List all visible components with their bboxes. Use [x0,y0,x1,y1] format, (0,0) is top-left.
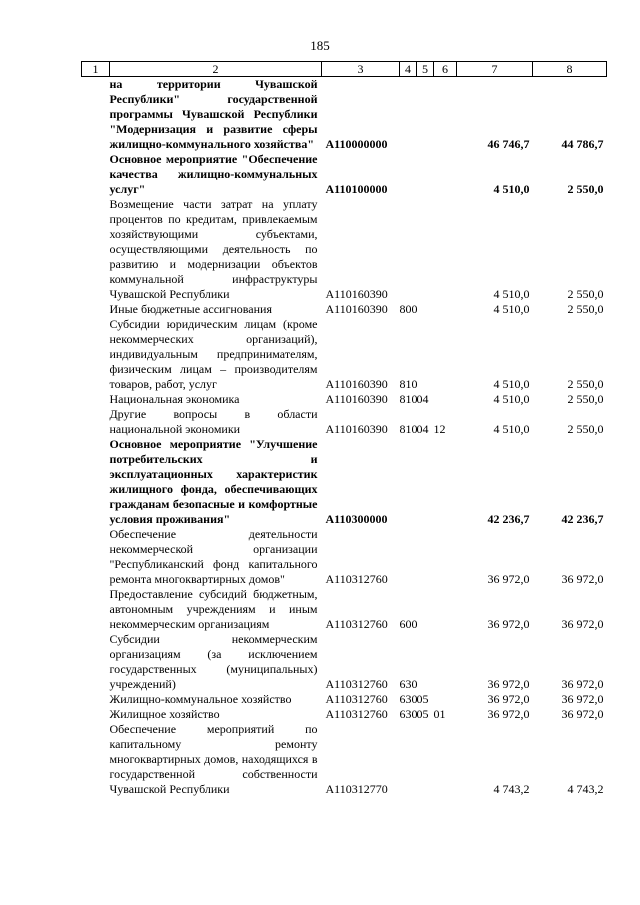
table-row [82,392,607,407]
amount-year-2: 44 786,7 [561,137,604,151]
expense-type: 630 [399,707,418,721]
item-name: Обеспечение деятельности некоммерческой организации "Республиканский фонд капитального ремонта многоквартирных домов" [109,527,318,586]
section-code: 05 [416,692,429,706]
table-row [82,587,607,632]
index-cell [82,527,110,587]
section-code [417,302,434,317]
amount-year-2: 2 550,0 [567,287,604,301]
column-header: 1 [82,62,110,77]
target-code: А110000000 [325,137,388,151]
subsection-code [434,527,457,587]
amount-year-1: 4 510,0 [493,377,530,391]
section-code [417,77,434,153]
table-row [82,197,607,302]
page-number: 185 [310,38,330,53]
expense-type [400,437,417,527]
expense-type: 630 [399,677,418,691]
item-name: на территории Чувашской Республики" государственной программы Чувашской Республики "Модернизация и развитие сферы жилищно-коммунального хозяйства" [109,77,318,151]
amount-year-1: 4 510,0 [493,422,530,436]
table-row [82,722,607,797]
index-cell [82,407,110,437]
subsection-code: 01 [433,707,446,721]
target-code: А110312760 [325,692,388,706]
index-cell [82,437,110,527]
index-cell [82,152,110,197]
expense-type: 600 [399,617,418,631]
amount-year-2: 2 550,0 [567,302,604,316]
amount-year-1: 4 510,0 [493,287,530,301]
amount-year-2: 42 236,7 [561,512,604,526]
index-cell [82,392,110,407]
table-body [82,77,607,798]
expense-type [400,77,417,153]
amount-year-1: 36 972,0 [487,572,530,586]
item-name: Предоставление субсидий бюджетным, автономным учреждениям и иным некоммерческим организациям [109,587,318,631]
column-header: 8 [533,62,607,77]
amount-year-1: 36 972,0 [487,677,530,691]
target-code: А110312760 [325,677,388,691]
expense-type: 800 [399,302,418,316]
target-code: А110160390 [325,287,388,301]
subsection-code [434,722,457,797]
amount-year-2: 36 972,0 [561,707,604,721]
amount-year-1: 4 510,0 [493,302,530,316]
table-row [82,527,607,587]
target-code: А110160390 [325,377,388,391]
target-code: А110100000 [325,182,388,196]
column-header: 6 [434,62,457,77]
expense-type: 810 [399,377,418,391]
item-name: Основное мероприятие "Обеспечение качества жилищно-коммунальных услуг" [109,152,318,196]
index-cell [82,302,110,317]
subsection-code [434,632,457,692]
amount-year-2: 2 550,0 [567,392,604,406]
expense-type [400,197,417,302]
amount-year-2: 2 550,0 [567,377,604,391]
item-name: Возмещение части затрат на уплату процентов по кредитам, привлекаемым хозяйствующими субъектами, осуществляющими деятельность по развитию и модернизации объектов коммунальной инфраструктуры Чувашской Республики [109,197,318,301]
target-code: А110312760 [325,617,388,631]
budget-table [81,61,607,797]
amount-year-2: 36 972,0 [561,692,604,706]
table-row [82,707,607,722]
table-row [82,437,607,527]
target-code: А110312760 [325,707,388,721]
item-name: Жилищное хозяйство [109,707,220,721]
table-row [82,407,607,437]
expense-type [400,152,417,197]
subsection-code [434,587,457,632]
target-code: А110312770 [325,782,388,796]
index-cell [82,197,110,302]
subsection-code [434,317,457,392]
item-name: Национальная экономика [109,392,240,406]
item-name: Обеспечение мероприятий по капитальному ремонту многоквартирных домов, находящихся в государственной собственности Чувашской Республики [109,722,318,796]
expense-type [400,722,417,797]
table-row [82,317,607,392]
subsection-code [434,437,457,527]
item-name: Основное мероприятие "Улучшение потребительских и эксплуатационных характеристик жилищного фонда, обеспечивающих гражданам безопасные и комфортные условия проживания" [109,437,318,526]
subsection-code [434,77,457,153]
amount-year-1: 46 746,7 [487,137,530,151]
subsection-code [434,197,457,302]
amount-year-1: 36 972,0 [487,617,530,631]
target-code: А110312760 [325,572,388,586]
section-code: 04 [416,392,429,406]
section-code [417,722,434,797]
column-header: 3 [322,62,400,77]
expense-type: 810 [399,422,418,436]
subsection-code: 12 [433,422,446,436]
amount-year-2: 36 972,0 [561,572,604,586]
table-row [82,632,607,692]
column-header: 4 [400,62,417,77]
target-code: А110160390 [325,392,388,406]
column-number-row [82,62,607,77]
column-header: 7 [457,62,533,77]
amount-year-1: 4 510,0 [493,182,530,196]
expense-type [400,527,417,587]
table-row [82,152,607,197]
amount-year-2: 36 972,0 [561,677,604,691]
amount-year-1: 4 743,2 [493,782,530,796]
section-code [417,632,434,692]
column-header: 2 [110,62,322,77]
target-code: А110160390 [325,422,388,436]
table-row [82,692,607,707]
item-name: Субсидии юридическим лицам (кроме некоммерческих организаций), индивидуальным предпринимателям, физическим лицам – производителям товаров, работ, услуг [109,317,318,391]
column-header: 5 [417,62,434,77]
subsection-code [434,692,457,707]
amount-year-1: 36 972,0 [487,692,530,706]
section-code [417,437,434,527]
index-cell [82,722,110,797]
section-code: 04 [416,422,429,436]
amount-year-1: 36 972,0 [487,707,530,721]
target-code: А110160390 [325,302,388,316]
expense-type: 810 [399,392,418,406]
item-name: Субсидии некоммерческим организациям (за исключением государственных (муниципальных) учреждений) [109,632,318,691]
section-code: 05 [416,707,429,721]
section-code [417,587,434,632]
subsection-code [434,392,457,407]
item-name: Жилищно-коммунальное хозяйство [109,692,292,706]
amount-year-1: 4 510,0 [493,392,530,406]
item-name: Иные бюджетные ассигнования [109,302,272,316]
amount-year-1: 42 236,7 [487,512,530,526]
index-cell [82,587,110,632]
item-name: Другие вопросы в области национальной экономики [109,407,318,436]
subsection-code [434,302,457,317]
table-row [82,77,607,153]
target-code: А110300000 [325,512,388,526]
index-cell [82,707,110,722]
section-code [417,317,434,392]
index-cell [82,317,110,392]
section-code [417,527,434,587]
table-row [82,302,607,317]
amount-year-2: 36 972,0 [561,617,604,631]
section-code [417,152,434,197]
index-cell [82,692,110,707]
section-code [417,197,434,302]
amount-year-2: 2 550,0 [567,422,604,436]
subsection-code [434,152,457,197]
amount-year-2: 2 550,0 [567,182,604,196]
index-cell [82,77,110,153]
expense-type: 630 [399,692,418,706]
index-cell [82,632,110,692]
amount-year-2: 4 743,2 [567,782,604,796]
